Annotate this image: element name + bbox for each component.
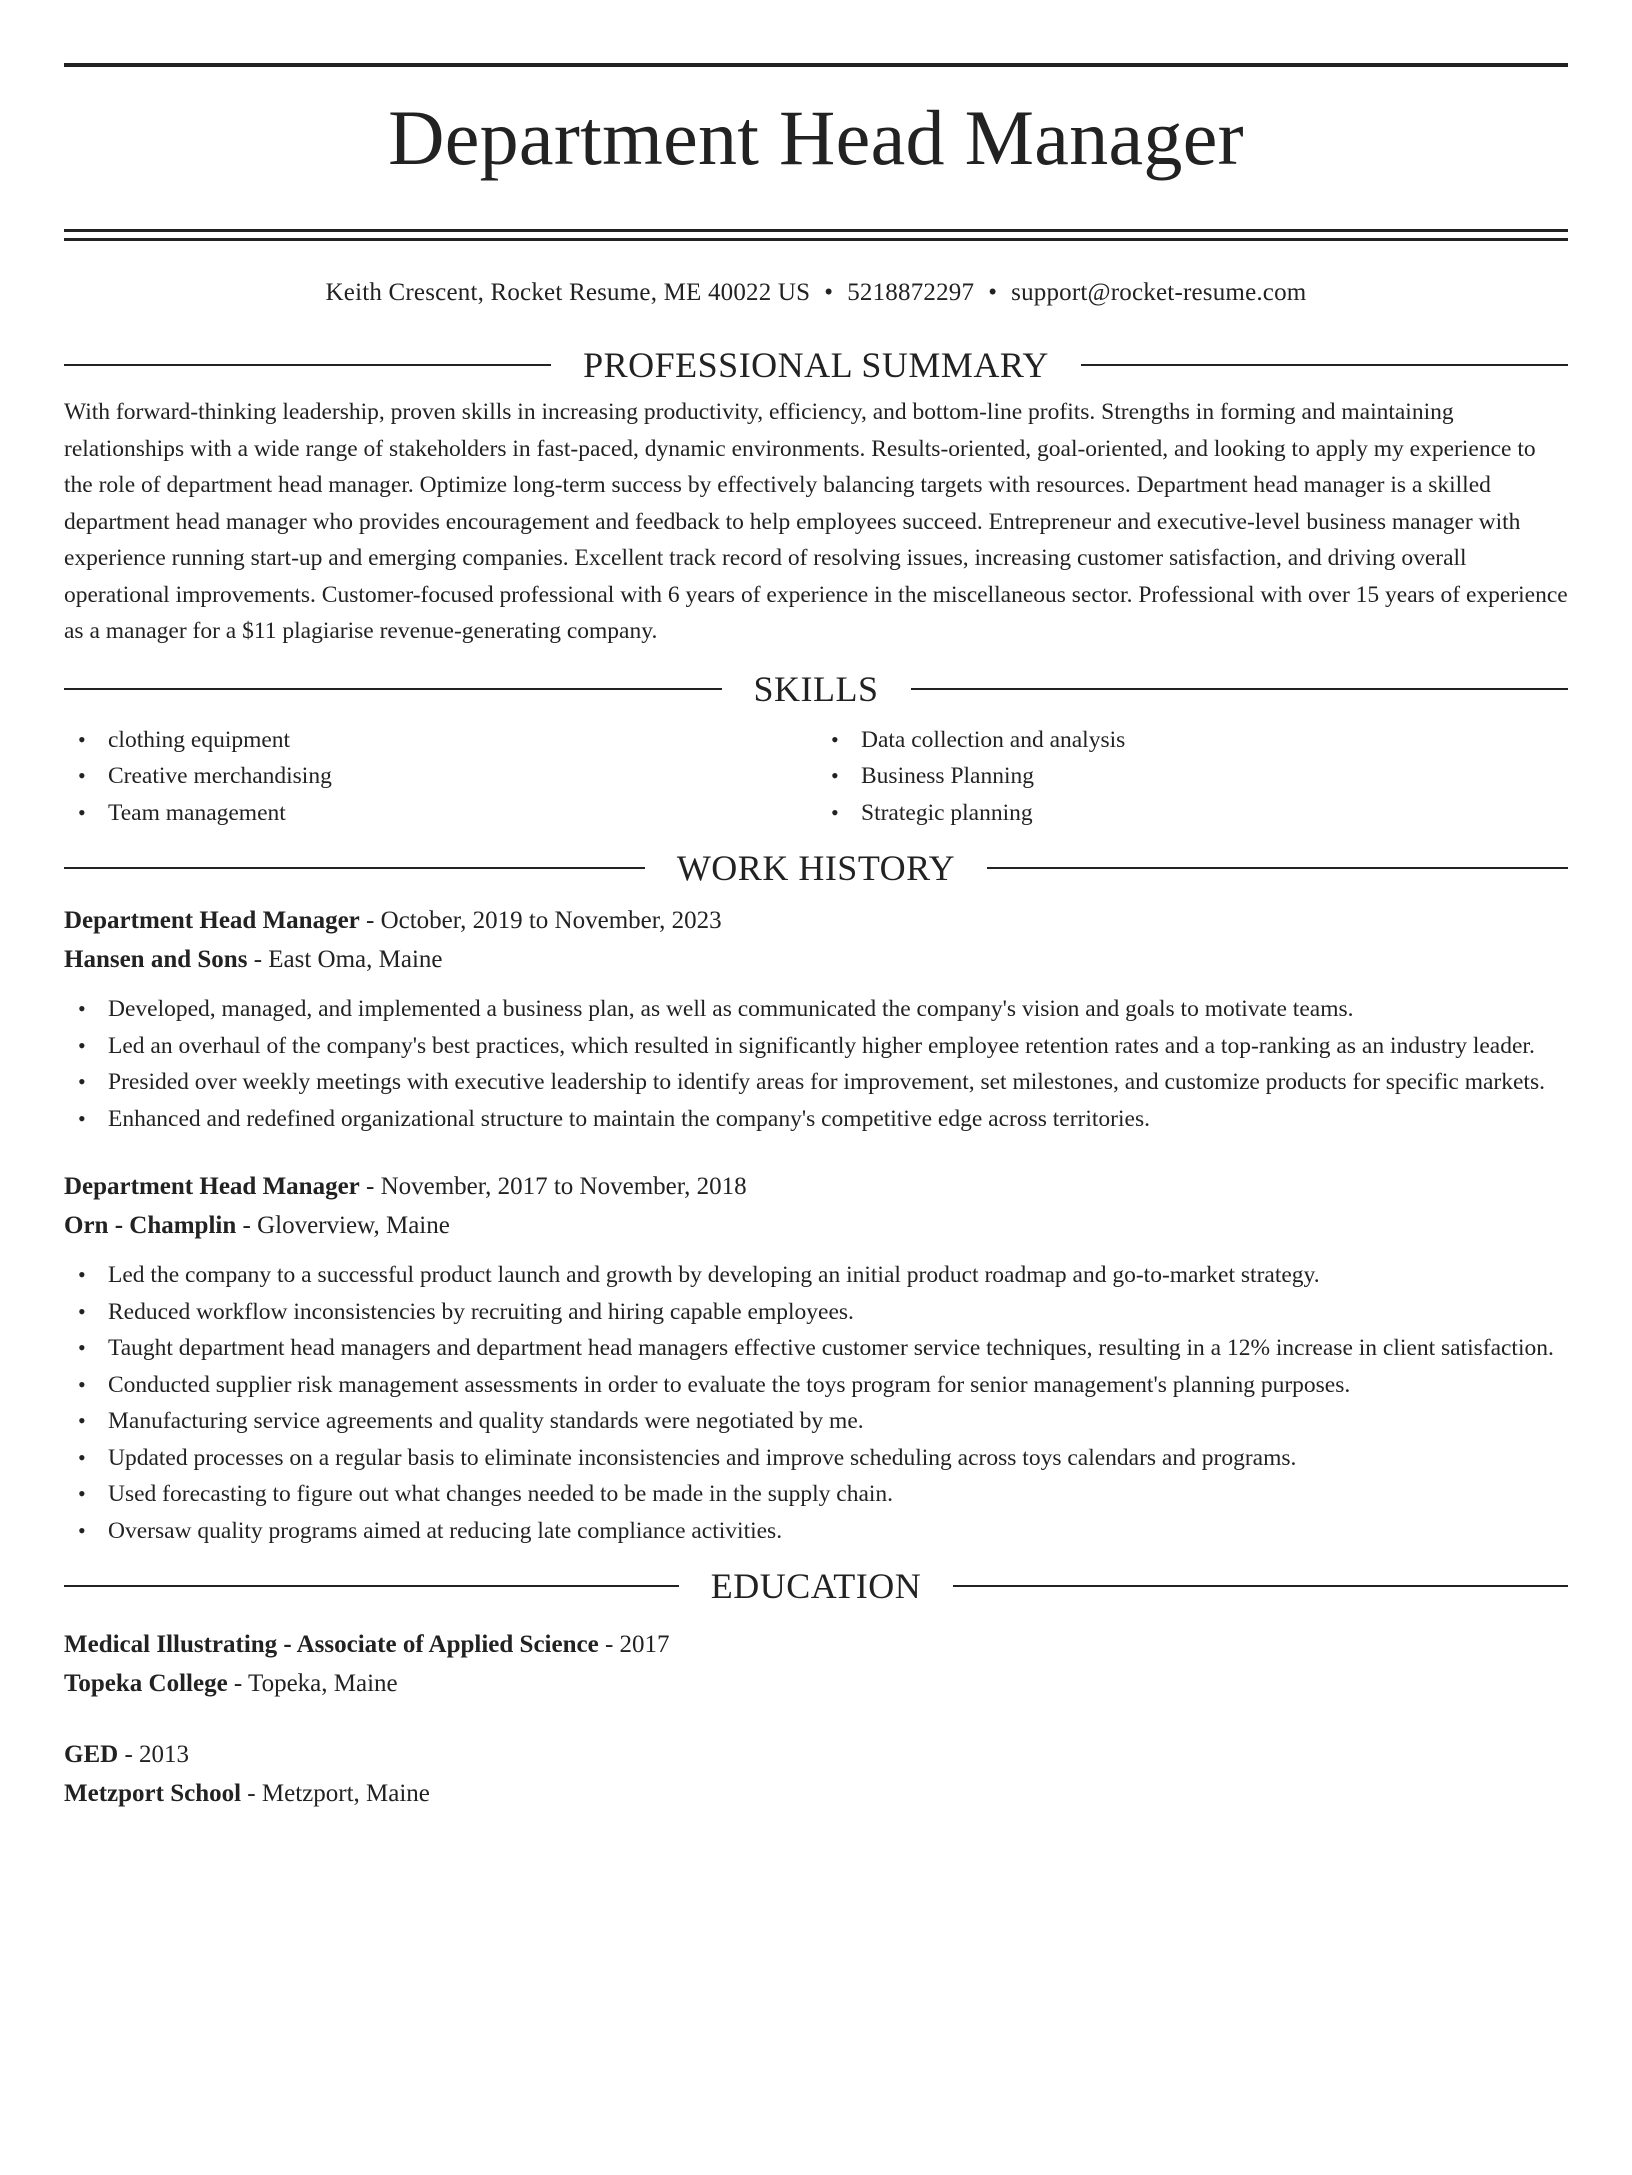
skills-column-right [815, 722, 1568, 832]
job-bullet: • Taught department head managers and department head managers effective customer service techniques, resulting in a 12% increase in client satisfaction. [64, 1330, 1568, 1367]
job-bullet: • Led the company to a successful product launch and growth by developing an initial product roadmap and go-to-market strategy. [64, 1257, 1568, 1294]
education-degree: GED [64, 1741, 119, 1769]
job-company-line [64, 1206, 1568, 1245]
job-company: Hansen and Sons [64, 946, 248, 974]
job-bullet: • Presided over weekly meetings with executive leadership to identify areas for improvement, set milestones, and customize products for specific markets. [64, 1064, 1568, 1101]
job-company-line [64, 940, 1568, 979]
section-header-summary [64, 344, 1568, 386]
job-location: - East Oma, Maine [247, 946, 443, 974]
job-dates: - November, 2017 to November, 2018 [359, 1173, 747, 1201]
education-degree-line [64, 1625, 1568, 1664]
contact-phone: 5218872297 [847, 279, 975, 307]
job-bullet: • Updated processes on a regular basis to eliminate inconsistencies and improve scheduling across toys calendars and programs. [64, 1440, 1568, 1477]
contact-line [64, 279, 1568, 307]
job-bullets [64, 1257, 1568, 1549]
resume-page [0, 63, 1632, 2175]
skills-list [64, 722, 1568, 832]
job-title: Department Head Manager [64, 1173, 360, 1201]
section-header-education [64, 1565, 1568, 1607]
skill-item: • Business Planning [817, 758, 1568, 795]
education-school-line [64, 1664, 1568, 1703]
skill-item: • Data collection and analysis [817, 722, 1568, 759]
job-bullet: • Enhanced and redefined organizational structure to maintain the company's competitive edge across territories. [64, 1101, 1568, 1138]
job-bullet: • Conducted supplier risk management assessments in order to evaluate the toys program for senior management's planning purposes. [64, 1367, 1568, 1404]
skill-item: • Creative merchandising [64, 758, 815, 795]
skill-item: • clothing equipment [64, 722, 815, 759]
job-bullet: • Oversaw quality programs aimed at reducing late compliance activities. [64, 1513, 1568, 1550]
resume-name: Department Head Manager [388, 94, 1244, 181]
education-year: - 2013 [118, 1741, 190, 1769]
skill-item: • Team management [64, 795, 815, 832]
section-header-work [64, 847, 1568, 889]
education-location: - Topeka, Maine [227, 1670, 398, 1698]
skill-item: • Strategic planning [817, 795, 1568, 832]
job-title: Department Head Manager [64, 907, 360, 935]
section-title: WORK HISTORY [676, 848, 956, 889]
education-year: - 2017 [598, 1631, 670, 1659]
job-location: - Gloverview, Maine [236, 1212, 450, 1240]
education-location: - Metzport, Maine [241, 1780, 430, 1808]
section-header-skills [64, 668, 1568, 710]
job-bullets [64, 991, 1568, 1137]
education-school: Topeka College [64, 1670, 228, 1698]
skills-column-left [64, 722, 815, 832]
job-bullet: • Led an overhaul of the company's best practices, which resulted in significantly higher employee retention rates and a top-ranking as an industry leader. [64, 1028, 1568, 1065]
contact-separator: • [824, 279, 834, 307]
section-title: SKILLS [753, 668, 879, 709]
name-double-rule [64, 229, 1568, 241]
education-school-line [64, 1774, 1568, 1813]
summary-text: With forward-thinking leadership, proven skills in increasing productivity, efficiency, and bottom-line profits. Strengths in forming and maintaining relationships with a wide range of stakeholders in fast-paced, dynamic environments. Results-oriented, goal-oriented, and looking to apply my experience to the role of department head manager. Optimize long-term success by effectively balancing targets with resources. Department head manager is a skilled department head manager who provides encouragement and feedback to help employees succeed. Entrepreneur and executive-level business manager with experience running start-up and emerging companies. Excellent track record of resolving issues, increasing customer satisfaction, and driving overall operational improvements. Customer-focused professional with 6 years of experience in the miscellaneous sector. Professional with over 15 years of experience as a manager for a $11 plagiarise revenue-generating company. [64, 399, 1568, 645]
education-entry [64, 1735, 1568, 1813]
job-bullet: • Developed, managed, and implemented a business plan, as well as communicated the company's vision and goals to motivate teams. [64, 991, 1568, 1028]
job-bullet: • Manufacturing service agreements and quality standards were negotiated by me. [64, 1403, 1568, 1440]
education-school: Metzport School [64, 1780, 242, 1808]
contact-separator: • [988, 279, 998, 307]
job-dates: - October, 2019 to November, 2023 [359, 907, 722, 935]
section-title: PROFESSIONAL SUMMARY [583, 345, 1049, 386]
job-bullet: • Used forecasting to figure out what changes needed to be made in the supply chain. [64, 1476, 1568, 1513]
job-company: Orn - Champlin [64, 1212, 237, 1240]
job-bullet: • Reduced workflow inconsistencies by recruiting and hiring capable employees. [64, 1294, 1568, 1331]
job-entry [64, 1167, 1568, 1549]
contact-address: Keith Crescent, Rocket Resume, ME 40022 US [325, 279, 811, 307]
job-entry [64, 901, 1568, 1137]
section-title: EDUCATION [710, 1566, 922, 1607]
education-degree-line [64, 1735, 1568, 1774]
education-degree: Medical Illustrating - Associate of Applied Science [64, 1631, 599, 1659]
job-title-line [64, 901, 1568, 940]
contact-email: support@rocket-resume.com [1011, 279, 1307, 307]
top-rule [64, 63, 1568, 67]
job-title-line [64, 1167, 1568, 1206]
education-entry [64, 1625, 1568, 1703]
